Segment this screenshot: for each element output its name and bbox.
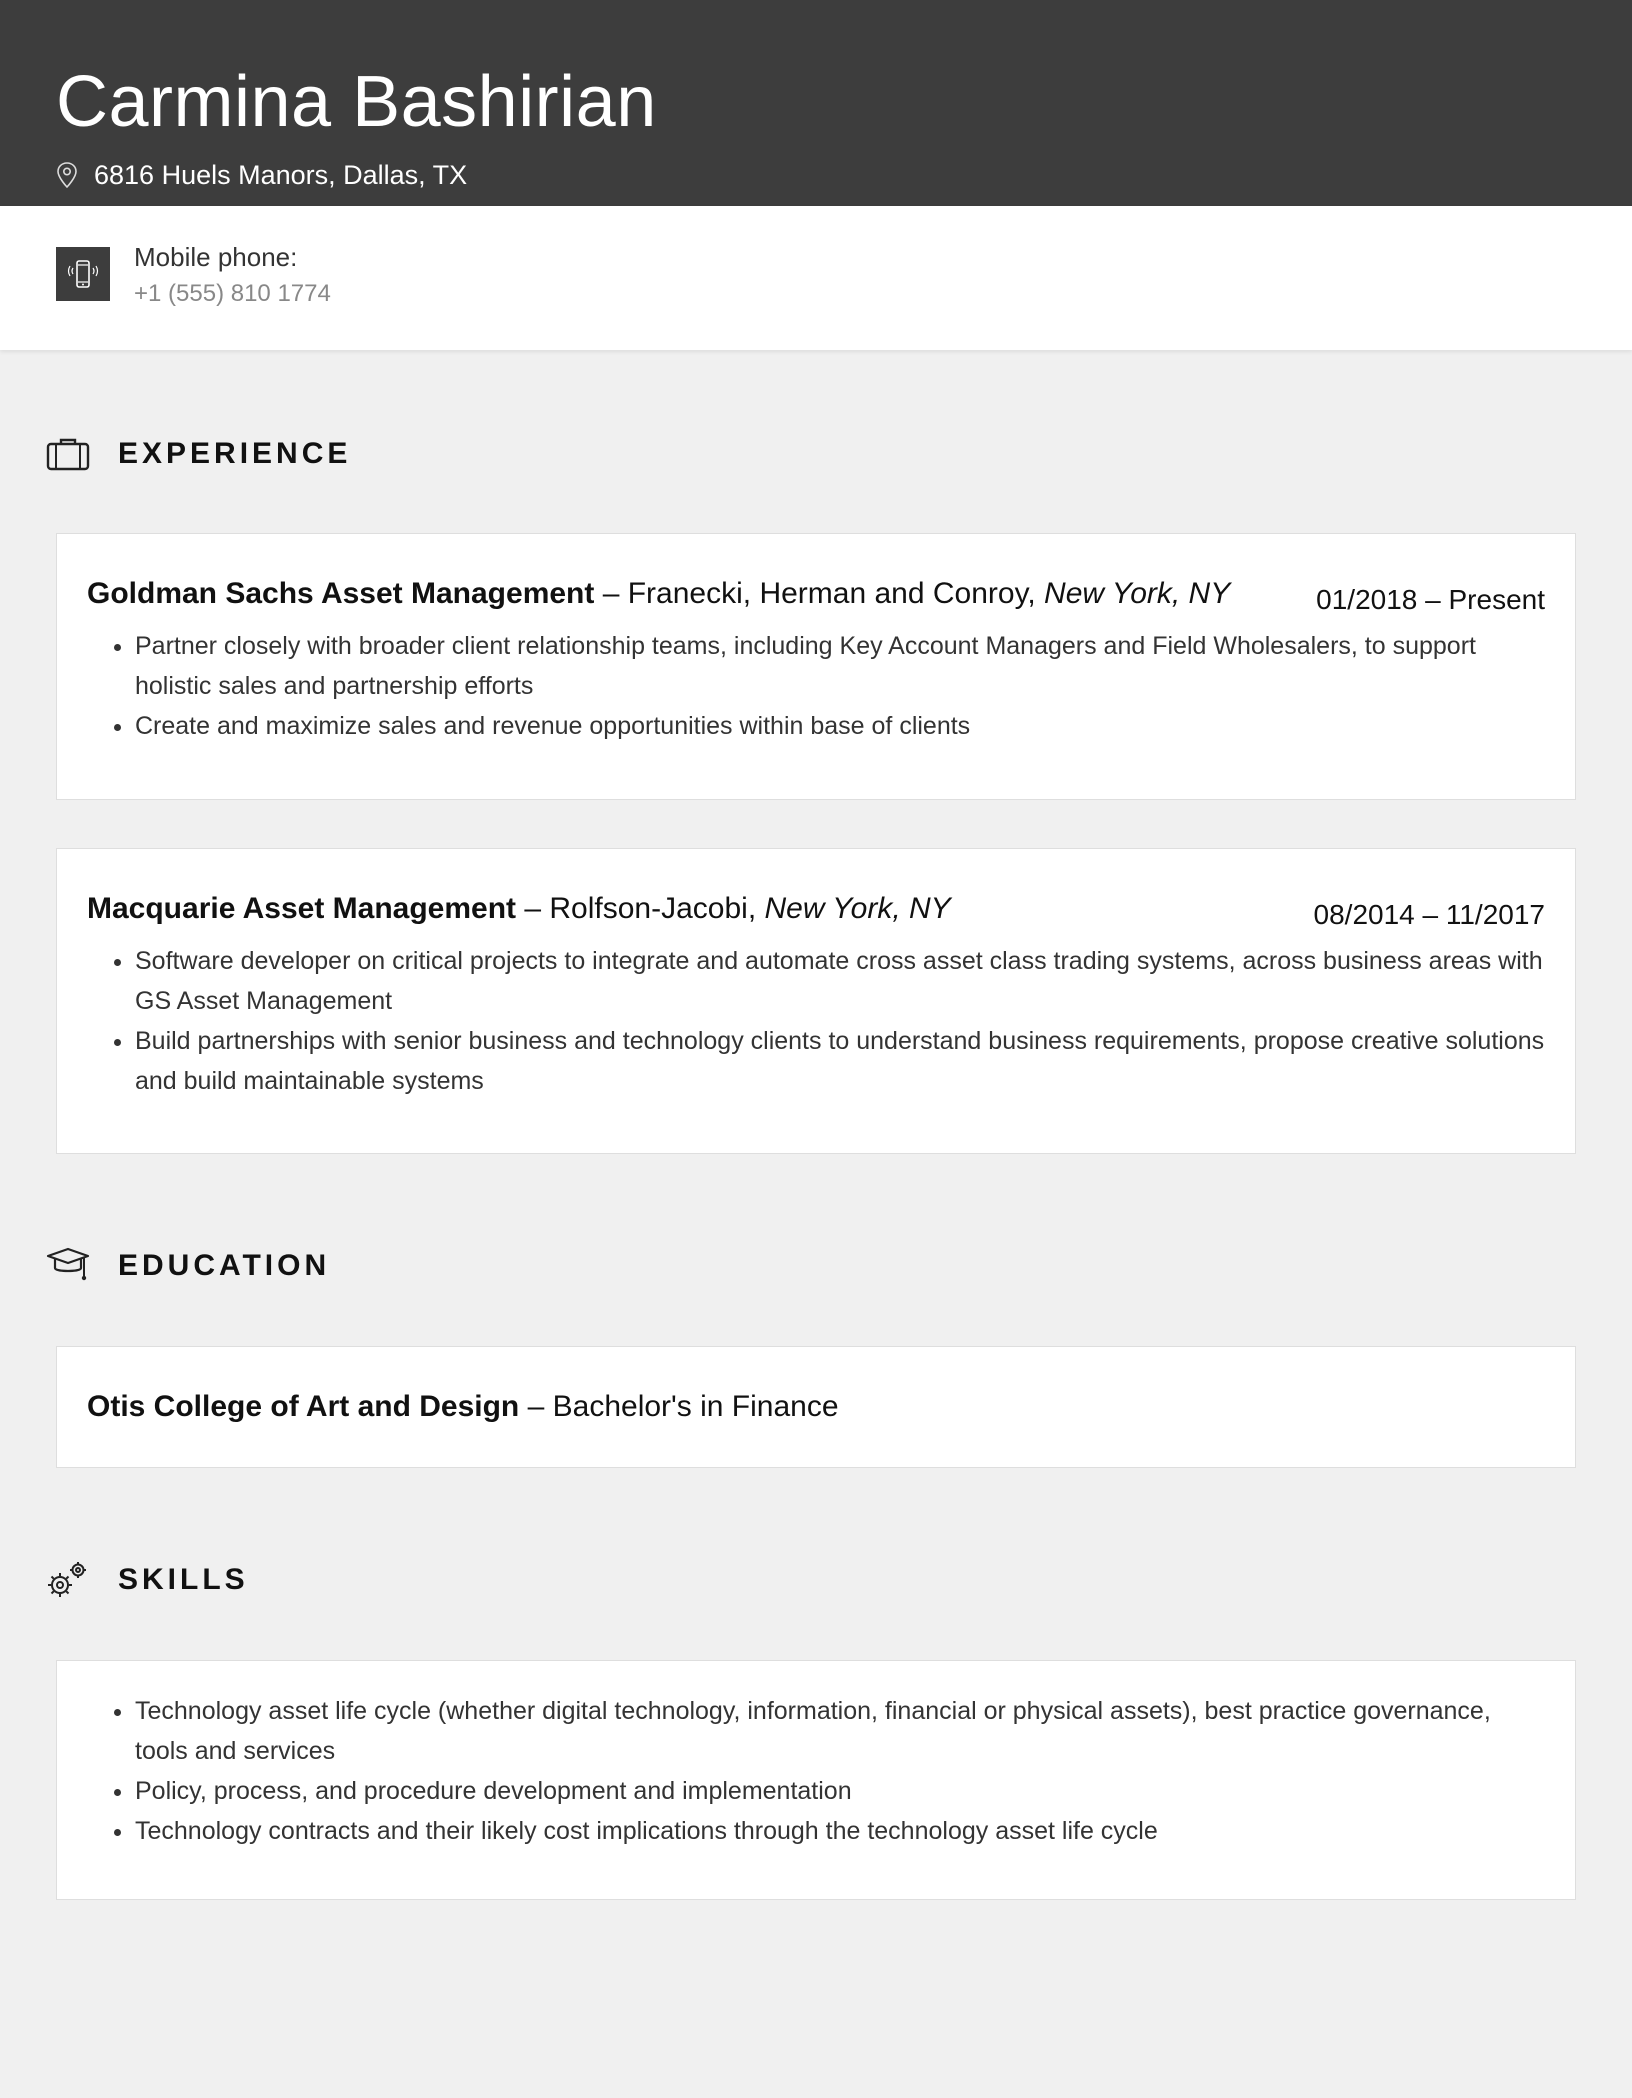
contact-bar bbox=[0, 206, 1632, 350]
company-name: Franecki, Herman and Conroy, bbox=[627, 577, 1036, 610]
skills-heading bbox=[46, 1560, 249, 1600]
separator: – bbox=[594, 577, 628, 610]
job-bullets bbox=[87, 626, 1545, 746]
list-item: • Technology contracts and their likely cost implications through the technology asset life cycle bbox=[135, 1811, 1545, 1851]
job-bullets bbox=[87, 941, 1545, 1101]
address-line bbox=[56, 155, 467, 195]
map-pin-icon bbox=[56, 161, 78, 189]
company-name: Rolfson-Jacobi, bbox=[549, 892, 757, 925]
separator: – bbox=[516, 892, 550, 925]
phone-number: +1 (555) 810 1774 bbox=[134, 280, 331, 307]
section-title-experience: EXPERIENCE bbox=[118, 437, 352, 470]
job-title: Macquarie Asset Management bbox=[87, 892, 517, 925]
mobile-phone-icon bbox=[56, 247, 110, 301]
job-dates: 01/2018 – Present bbox=[1316, 584, 1545, 615]
graduation-cap-icon bbox=[46, 1246, 90, 1286]
experience-heading bbox=[46, 434, 351, 474]
job-title: Goldman Sachs Asset Management bbox=[87, 577, 595, 610]
separator: – bbox=[519, 1390, 553, 1423]
education-heading-line bbox=[87, 1387, 839, 1427]
address-text: 6816 Huels Manors, Dallas, TX bbox=[94, 159, 468, 190]
job-location: New York, NY bbox=[1044, 577, 1231, 610]
job-heading bbox=[87, 889, 951, 929]
job-dates: 08/2014 – 11/2017 bbox=[1313, 899, 1545, 930]
skills-list bbox=[87, 1691, 1545, 1851]
experience-card bbox=[56, 848, 1576, 1154]
job-location: New York, NY bbox=[764, 892, 951, 925]
education-card bbox=[56, 1346, 1576, 1468]
resume-header bbox=[0, 0, 1632, 206]
gears-icon bbox=[46, 1560, 90, 1600]
degree: Bachelor's in Finance bbox=[552, 1390, 839, 1423]
section-title-education: EDUCATION bbox=[118, 1249, 331, 1282]
school-name: Otis College of Art and Design bbox=[87, 1390, 520, 1423]
briefcase-icon bbox=[46, 437, 90, 471]
list-item: • Create and maximize sales and revenue opportunities within base of clients bbox=[135, 706, 1545, 746]
list-item: • Policy, process, and procedure development and implementation bbox=[135, 1771, 1545, 1811]
list-item: • Software developer on critical projects to integrate and automate cross asset class trading systems, across business areas with GS Asset Management bbox=[135, 941, 1545, 1021]
phone-label: Mobile phone: bbox=[134, 242, 298, 272]
list-item: • Build partnerships with senior business and technology clients to understand business requirements, propose creative solutions and build maintainable systems bbox=[135, 1021, 1545, 1101]
experience-card bbox=[56, 533, 1576, 800]
list-item: • Technology asset life cycle (whether digital technology, information, financial or physical assets), best practice governance, tools and services bbox=[135, 1691, 1545, 1771]
section-title-skills: SKILLS bbox=[118, 1563, 249, 1596]
education-heading bbox=[46, 1246, 330, 1286]
job-heading bbox=[87, 574, 1230, 614]
skills-card bbox=[56, 1660, 1576, 1900]
candidate-name: Carmina Bashirian bbox=[56, 62, 657, 142]
list-item: • Partner closely with broader client relationship teams, including Key Account Managers and Field Wholesalers, to support holistic sales and partnership efforts bbox=[135, 626, 1545, 706]
